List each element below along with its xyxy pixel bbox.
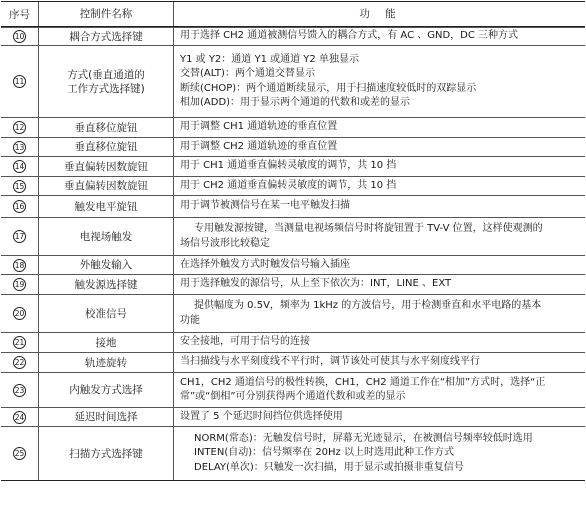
control-name-cell <box>39 196 174 217</box>
function-cell <box>174 196 585 217</box>
function-cell <box>174 118 585 137</box>
circled-number: 19 <box>14 280 25 289</box>
function-cell <box>174 275 585 294</box>
serial-number-cell <box>1 118 39 137</box>
circled-number: 15 <box>14 181 25 191</box>
component-function-table <box>1 1 585 481</box>
function-line: 在选择外触发方式时触发信号输入插座 <box>180 258 350 270</box>
function-cell <box>174 157 585 176</box>
function-cell <box>174 256 585 274</box>
function-line: 用于调整 CH1 通道轨迹的垂直位置 <box>180 121 338 133</box>
serial-number-cell <box>1 256 39 274</box>
control-name-cell <box>39 28 174 45</box>
circled-number: 21 <box>14 338 25 347</box>
function-line: CH1，CH2 通道信号的极性转换，CH1，CH2 通道工作在“相加”方式时，选择“正 <box>180 376 546 388</box>
control-name-cell <box>39 157 174 176</box>
control-name-line: 方式(垂直通道的 <box>67 68 145 81</box>
control-name-cell <box>39 427 174 480</box>
serial-number-cell <box>1 157 39 176</box>
function-line: 用于调节被测信号在某一电平触发扫描 <box>180 200 350 212</box>
control-name-cell <box>39 353 174 372</box>
table-row <box>1 27 585 45</box>
table-row <box>1 274 585 294</box>
circled-number: 10 <box>14 32 25 41</box>
function-line: INTEN(自动)：信号频率在 20Hz 以上时选用此种工作方式 <box>194 447 454 459</box>
function-cell <box>174 427 585 480</box>
control-name-line: 校准信号 <box>85 307 127 320</box>
control-name-line: 触发源选择键 <box>74 278 138 291</box>
function-line: DELAY(单次)：只触发一次扫描，用于显示或拍摄非重复信号 <box>194 461 464 473</box>
serial-number-cell <box>1 196 39 217</box>
table-row <box>1 117 585 137</box>
table-header-row <box>1 2 585 27</box>
serial-number-cell <box>1 295 39 332</box>
function-cell <box>174 218 585 255</box>
function-line: NORM(常态)：无触发信号时，屏幕无光迹显示，在被测信号频率较低时选用 <box>194 433 533 445</box>
table-row <box>1 195 585 217</box>
control-name-cell <box>39 275 174 294</box>
control-name-cell <box>39 256 174 274</box>
function-line: 交替(ALT)：两个通道交替显示 <box>180 68 315 80</box>
function-line: 提供幅度为 0.5V，频率为 1kHz 的方波信号，用于检测垂直和水平电路的基本 <box>194 300 542 312</box>
serial-number-cell <box>1 408 39 426</box>
serial-number-cell <box>1 373 39 407</box>
table-row <box>1 176 585 195</box>
control-name-cell <box>39 46 174 117</box>
serial-number-cell <box>1 46 39 117</box>
control-name-cell <box>39 177 174 195</box>
table-row <box>1 332 585 352</box>
circled-number: 23 <box>14 385 25 395</box>
control-name-line: 触发电平旋钮 <box>74 200 138 213</box>
table-row <box>1 156 585 176</box>
circled-number: 18 <box>14 260 25 270</box>
table-row <box>1 137 585 156</box>
table-row <box>1 255 585 274</box>
control-name-line: 垂直偏转因数旋钮 <box>64 160 148 173</box>
serial-number-cell <box>1 218 39 255</box>
control-name-line: 轨迹旋转 <box>85 356 127 369</box>
function-line: 当扫描线与水平刻度线不平行时，调节该处可使其与水平刻度线平行 <box>180 356 480 368</box>
control-name-line: 垂直移位旋钮 <box>74 121 138 134</box>
function-cell <box>174 333 585 352</box>
function-cell <box>174 353 585 372</box>
circled-number: 11 <box>14 77 25 86</box>
control-name-cell <box>39 218 174 255</box>
table-row <box>1 426 585 480</box>
serial-number-cell <box>1 138 39 156</box>
control-name-cell <box>39 408 174 426</box>
function-cell <box>174 408 585 426</box>
function-line: 断续(CHOP)：两个通道断续显示，用于扫描速度较低时的双踪显示 <box>180 82 477 94</box>
control-name-line: 外触发输入 <box>79 259 133 271</box>
control-name-line: 耦合方式选择键 <box>69 30 143 43</box>
circled-number: 14 <box>14 162 25 171</box>
serial-number-cell <box>1 275 39 294</box>
control-name-cell <box>39 138 174 156</box>
function-line: 用于 CH1 通道垂直偏转灵敏度的调节，共 10 挡 <box>180 160 397 172</box>
serial-number-cell <box>1 333 39 352</box>
function-cell <box>174 177 585 195</box>
control-name-line: 内触发方式选择 <box>69 384 143 396</box>
serial-number-cell <box>1 427 39 480</box>
function-line: 安全接地，可用于信号的连接 <box>180 336 310 348</box>
control-name-cell <box>39 295 174 332</box>
serial-number-cell <box>1 28 39 45</box>
function-line: 功能 <box>180 314 200 326</box>
serial-number-cell <box>1 353 39 372</box>
function-cell <box>174 28 585 45</box>
table-row <box>1 352 585 372</box>
function-line: 用于选择 CH2 通道被测信号馈入的耦合方式，有 AC 、GND，DC 三种方式 <box>180 30 519 42</box>
control-name-line: 扫描方式选择键 <box>69 447 143 460</box>
function-line: 专用触发源按键，当测量电视场频信号时将旋钮置于 TV-V 位置，这样使观测的 <box>194 223 543 235</box>
table-row <box>1 407 585 426</box>
control-name-cell <box>39 333 174 352</box>
circled-number: 22 <box>14 358 25 367</box>
function-line: 设置了 5 个延迟时间挡位供选择使用 <box>180 410 343 422</box>
control-name-line: 电视场触发 <box>79 230 133 243</box>
serial-number-cell <box>1 177 39 195</box>
circled-number: 16 <box>14 202 25 211</box>
circled-number: 25 <box>14 449 25 458</box>
control-name-cell <box>39 373 174 407</box>
function-cell <box>174 295 585 332</box>
table-row <box>1 45 585 117</box>
circled-number: 12 <box>14 123 25 132</box>
header-function: 功 能 <box>359 7 402 20</box>
function-line: Y1 或 Y2：通道 Y1 或通道 Y2 单独显示 <box>180 54 359 66</box>
function-line: 用于选择触发的源信号，从上至下依次为：INT，LINE 、EXT <box>180 278 452 290</box>
control-name-line: 延迟时间选择 <box>74 411 138 423</box>
circled-number: 17 <box>14 232 25 241</box>
function-cell <box>174 138 585 156</box>
circled-number: 20 <box>14 309 25 318</box>
function-line: 用于 CH2 通道垂直偏转灵敏度的调节，共 10 挡 <box>180 179 397 191</box>
control-name-cell <box>39 118 174 137</box>
circled-number: 13 <box>14 142 25 152</box>
table-row <box>1 294 585 332</box>
function-line: 用于调整 CH2 通道轨迹的垂直位置 <box>180 140 338 152</box>
header-serial-number: 序号 <box>1 2 39 26</box>
function-line: 场信号波形比较稳定 <box>180 237 270 249</box>
control-name-line: 工作方式选择键) <box>67 82 145 95</box>
control-name-line: 接地 <box>95 336 117 349</box>
circled-number: 24 <box>14 412 25 422</box>
function-cell <box>174 46 585 117</box>
function-cell <box>174 373 585 407</box>
table-row <box>1 217 585 255</box>
function-line: 常”或“倒相”可分别获得两个通道代数和或差的显示 <box>180 391 406 402</box>
table-row <box>1 372 585 407</box>
control-name-line: 垂直移位旋钮 <box>74 141 138 153</box>
header-control-name: 控制件名称 <box>39 2 174 26</box>
function-line: 相加(ADD)：用于显示两个通道的代数和或差的显示 <box>180 96 411 108</box>
control-name-line: 垂直偏转因数旋钮 <box>64 180 148 192</box>
